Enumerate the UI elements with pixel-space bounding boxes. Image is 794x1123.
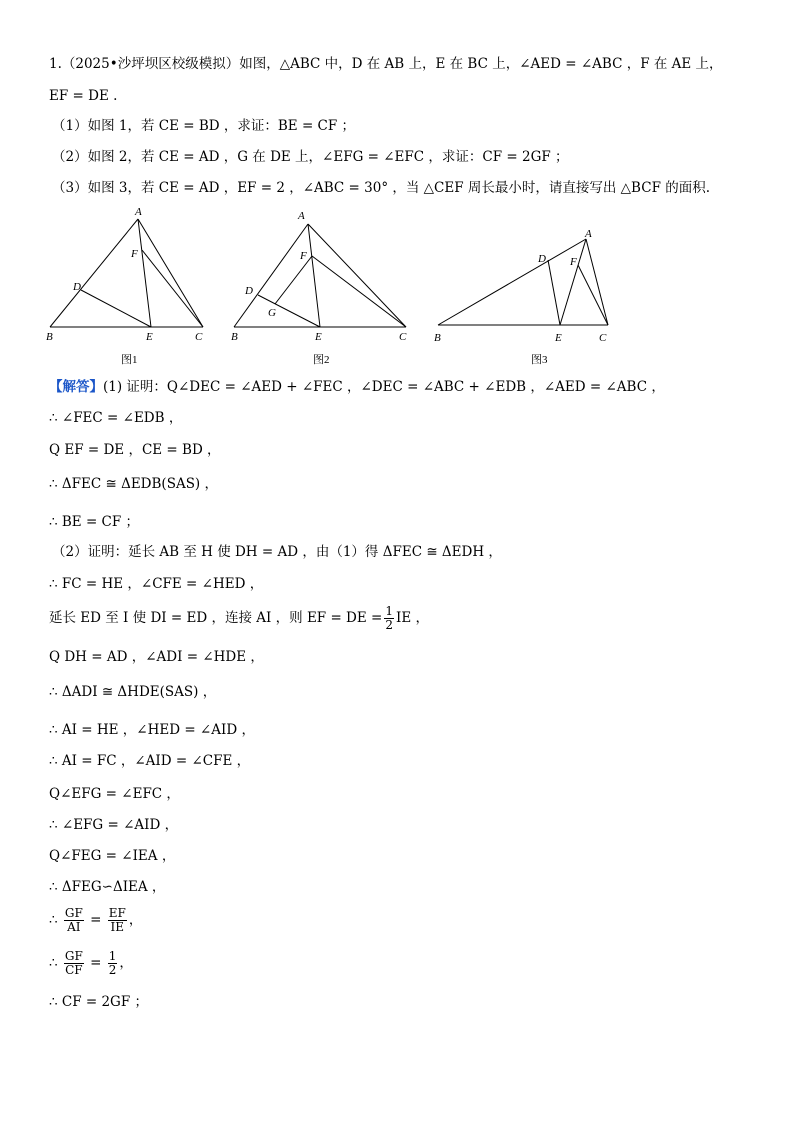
solution-text-8a: 延长 ED 至 I 使 DI = ED ，连接 AI ，则 EF = DE =	[49, 610, 383, 626]
fig2-label-e: E	[315, 331, 322, 343]
figure-1-diagram	[40, 202, 220, 352]
solution-line-14: ∴ ∠EFG = ∠AID ，	[49, 817, 179, 833]
fig1-label-b: B	[46, 331, 53, 343]
fraction-ef-ie	[108, 907, 127, 934]
fraction-numerator: 1	[385, 604, 393, 618]
equals-sign: =	[90, 912, 102, 928]
fraction-numerator: 1	[108, 949, 117, 963]
figure-2-caption: 图2	[313, 354, 330, 366]
figure-1-caption: 图1	[121, 354, 138, 366]
fig2-label-d: D	[245, 285, 253, 297]
fig3-label-c: C	[599, 332, 607, 344]
solution-line-13: Q∠EFG = ∠EFC ，	[49, 786, 180, 802]
fig1-label-e: E	[146, 331, 153, 343]
figure-3-diagram	[428, 202, 628, 352]
solution-line-5: ∴ BE = CF ；	[49, 514, 140, 530]
solution-line-10: ∴ ΔADI ≅ ΔHDE(SAS) ，	[49, 684, 217, 700]
fig3-label-d: D	[538, 253, 546, 265]
solution-text-1: (1) 证明：Q∠DEC = ∠AED + ∠FEC ，∠DEC = ∠ABC + ∠EDB ，∠AED = ∠ABC ，	[103, 379, 665, 395]
fraction-one-half-2	[108, 950, 118, 977]
fraction-gf-ai	[64, 907, 84, 934]
solution-line-18	[49, 947, 133, 979]
solution-line-17	[49, 904, 142, 936]
fraction-denominator: 2	[385, 618, 393, 632]
solution-line-3: Q EF = DE ，CE = BD ，	[49, 442, 221, 458]
fig2-label-g: G	[268, 307, 276, 319]
solution-line-16: ∴ ΔFEG∽ΔIEA ，	[49, 879, 166, 895]
solution-line-6: （2）证明：延长 AB 至 H 使 DH = AD ，由（1）得 ΔFEC ≅ ΔEDH ，	[52, 544, 502, 560]
fig2-label-b: B	[231, 331, 238, 343]
problem-line-1: 1.（2025•沙坪坝区校级模拟）如图，△ABC 中，D 在 AB 上，E 在 BC 上，∠AED = ∠ABC ，F 在 AE 上，	[49, 56, 723, 72]
solution-text-8b: IE ，	[395, 610, 429, 626]
fraction-one-half	[384, 605, 394, 632]
solution-line-9: Q DH = AD ，∠ADI = ∠HDE ，	[49, 649, 264, 665]
problem-part-3: （3）如图 3，若 CE = AD ，EF = 2 ，∠ABC = 30° ，当 △CEF 周长最小时，请直接写出 △BCF 的面积.	[52, 180, 711, 196]
fraction-denominator: 2	[108, 963, 117, 977]
equals-sign: =	[90, 955, 102, 971]
solution-line-2: ∴ ∠FEC = ∠EDB ，	[49, 410, 183, 426]
fig1-label-c: C	[195, 331, 203, 343]
figure-3-caption: 图3	[531, 354, 548, 366]
fig3-label-e: E	[555, 332, 562, 344]
fig3-label-b: B	[434, 332, 441, 344]
therefore-symbol: ∴	[49, 955, 58, 971]
fig2-label-f: F	[300, 250, 307, 262]
solution-line-19: ∴ CF = 2GF ；	[49, 994, 149, 1010]
fig3-label-f: F	[570, 256, 577, 268]
fraction-denominator: AI	[67, 920, 81, 934]
fraction-numerator: EF	[108, 906, 126, 920]
fraction-gf-cf	[64, 950, 84, 977]
fig2-label-c: C	[399, 331, 407, 343]
problem-line-2: EF = DE .	[49, 88, 118, 104]
solution-line-11: ∴ AI = HE ，∠HED = ∠AID ，	[49, 722, 255, 738]
comma: ，	[119, 955, 133, 971]
solution-line-4: ∴ ΔFEC ≅ ΔEDB(SAS) ，	[49, 476, 218, 492]
figure-2-diagram	[226, 202, 416, 352]
fraction-numerator: GF	[64, 949, 83, 963]
fig3-label-a: A	[585, 228, 592, 240]
solution-line-12: ∴ AI = FC ，∠AID = ∠CFE ，	[49, 753, 251, 769]
solution-header: 【解答】	[49, 379, 103, 395]
solution-line-8	[49, 603, 429, 633]
fig1-label-a: A	[135, 206, 142, 218]
comma: ，	[128, 912, 143, 928]
solution-line-1	[49, 379, 665, 395]
problem-part-2: （2）如图 2，若 CE = AD ，G 在 DE 上，∠EFG = ∠EFC ，求证：CF = 2GF ；	[52, 149, 569, 165]
fraction-denominator: CF	[65, 963, 83, 977]
problem-part-1: （1）如图 1，若 CE = BD ，求证：BE = CF ；	[52, 118, 356, 134]
fig1-label-f: F	[131, 248, 138, 260]
solution-line-15: Q∠FEG = ∠IEA ，	[49, 848, 176, 864]
fig1-label-d: D	[73, 281, 81, 293]
fraction-denominator: IE	[110, 920, 125, 934]
therefore-symbol: ∴	[49, 912, 58, 928]
solution-line-7: ∴ FC = HE ，∠CFE = ∠HED ，	[49, 576, 264, 592]
fraction-numerator: GF	[64, 906, 83, 920]
fig2-label-a: A	[298, 210, 305, 222]
